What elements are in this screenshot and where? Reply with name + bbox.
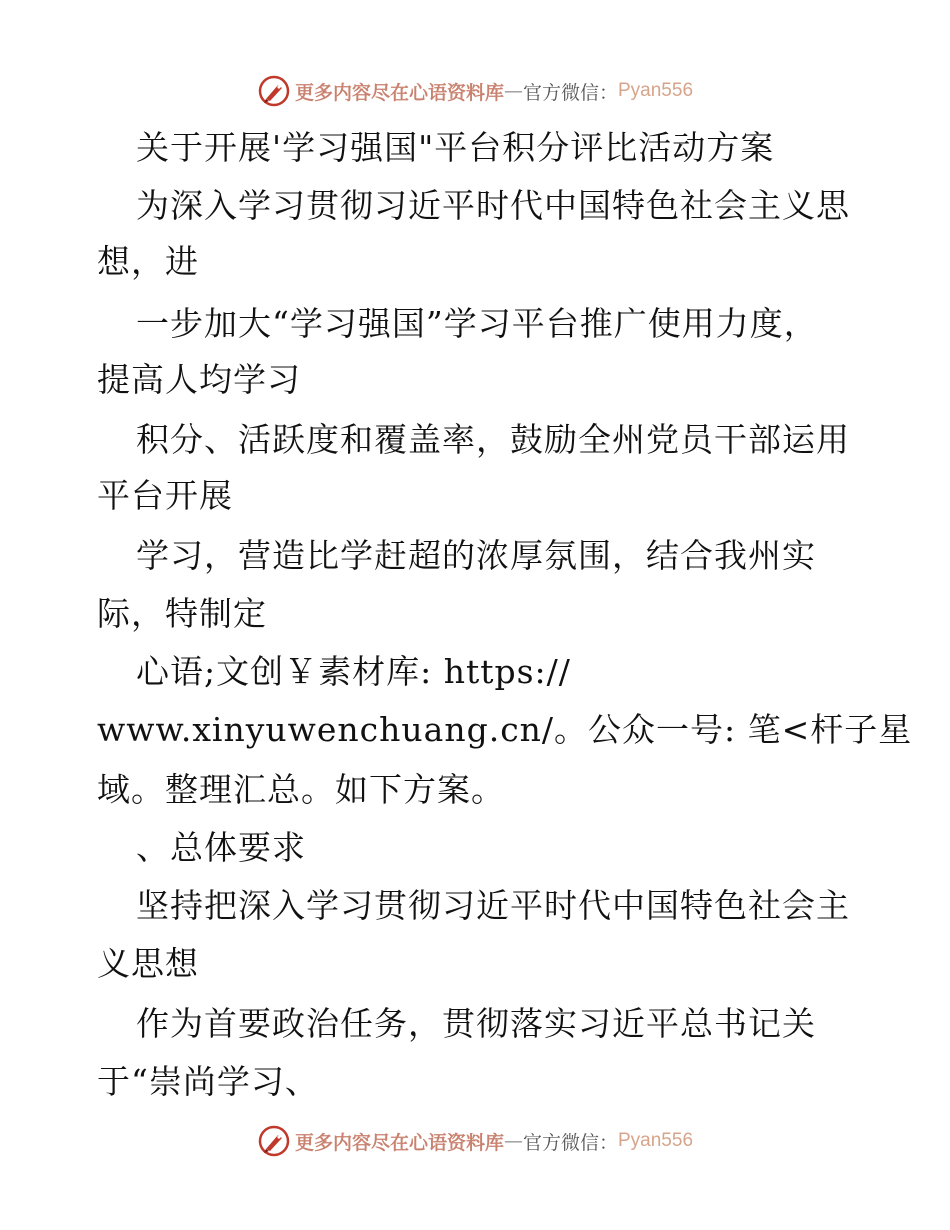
paragraph-line: 学习，营造比学赶超的浓厚氛围，结合我州实 [136,536,816,575]
paragraph-line: 作为首要政治任务，贯彻落实习近平总书记关 [136,1004,816,1043]
watermark-label: 官方微信： [522,1131,618,1154]
header-watermark [0,71,950,111]
paragraph-line: 于“崇尚学习、 [97,1062,319,1101]
paragraph-line: www.xinyuwenchuang.cn/。公众一号: 笔<杆子星 [97,710,913,749]
paragraph-line: 义思想 [97,944,199,983]
paragraph-line: 积分、活跃度和覆盖率，鼓励全州党员干部运用 [136,420,850,459]
paragraph-line: 想，进 [97,242,199,281]
paragraph-line: 平台开展 [97,476,233,515]
paragraph-line: 心语;文创￥素材库: https:// [136,652,571,691]
paragraph-line: 为深入学习贯彻习近平时代中国特色社会主义思 [136,186,850,225]
watermark-main-text: 更多内容尽在心语资料库 [294,81,504,104]
paragraph-line: 域。整理汇总。如下方案。 [97,770,505,809]
document-title: 关于开展'学习强国"平台积分评比活动方案 [136,128,775,167]
paragraph-line: 提高人均学习 [97,360,301,399]
pen-nib-logo-icon [257,74,291,108]
paragraph-line: 际，特制定 [97,594,267,633]
watermark-main-text: 更多内容尽在心语资料库 [294,1131,504,1154]
paragraph-line: 坚持把深入学习贯彻习近平时代中国特色社会主 [136,886,850,925]
watermark-wechat-id: Pyan556 [618,1130,694,1151]
watermark-dash: — [503,1130,523,1152]
watermark-dash: — [503,80,523,102]
section-heading: 、总体要求 [136,828,306,867]
pen-nib-logo-icon [257,1124,291,1158]
paragraph-line: 一步加大“学习强国”学习平台推广使用力度， [136,304,818,343]
footer-watermark [0,1121,950,1161]
watermark-wechat-id: Pyan556 [618,80,694,101]
watermark-label: 官方微信： [522,81,618,104]
